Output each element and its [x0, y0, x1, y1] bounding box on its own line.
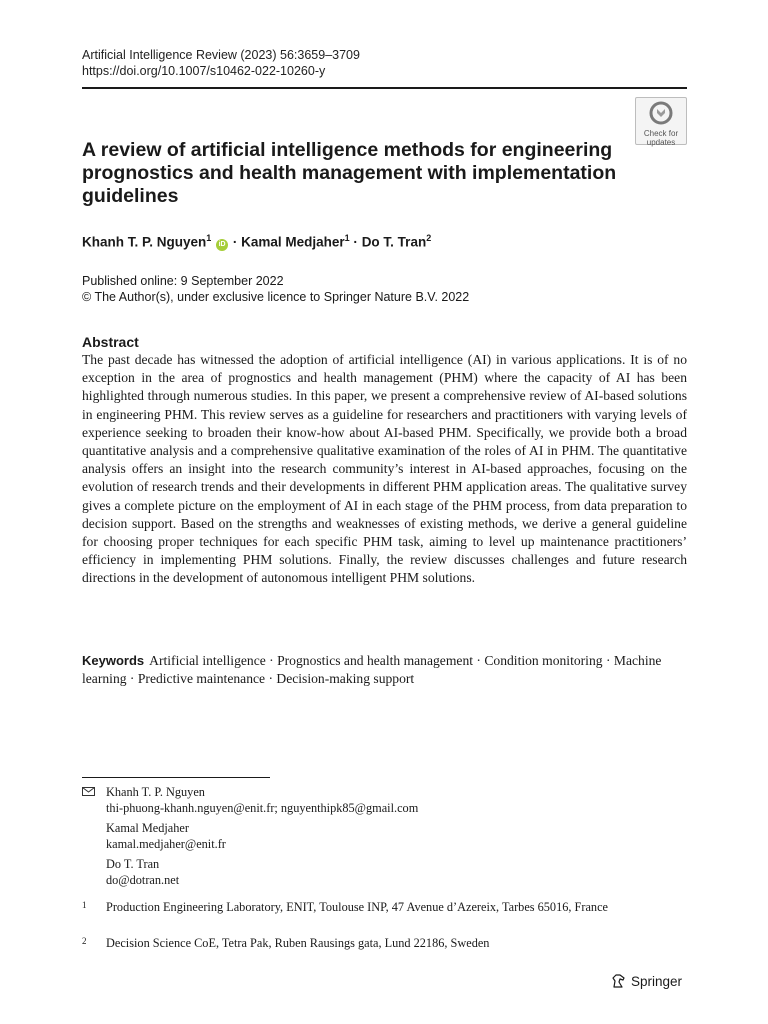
contact-email[interactable]: do@dotran.net — [106, 872, 180, 887]
author-separator: · — [232, 234, 238, 250]
envelope-icon — [82, 787, 95, 796]
badge-line-2: updates — [646, 137, 676, 147]
contact-email[interactable]: kamal.medjaher@enit.fr — [106, 836, 226, 851]
author-list — [82, 233, 431, 251]
header-rule — [82, 87, 687, 89]
author-name[interactable]: Do T. Tran — [361, 234, 427, 250]
author-affiliation-mark: 1 — [206, 233, 212, 243]
badge-line-1: Check for — [643, 129, 679, 138]
published-date: Published online: 9 September 2022 — [82, 274, 284, 288]
author-name[interactable]: Kamal Medjaher — [241, 234, 345, 250]
affiliation-number: 2 — [82, 936, 87, 946]
keywords-label: Keywords — [82, 653, 145, 668]
keywords-text: Artificial intelligence · Prognostics and health management · Condition monitoring · Machine learning · Predictive maintenance · Decision-making support — [82, 653, 662, 686]
author-name[interactable]: Khanh T. P. Nguyen — [82, 234, 207, 250]
contact-entry — [106, 857, 179, 888]
author-affiliation-mark: 2 — [426, 233, 432, 243]
publisher-logo — [611, 973, 682, 989]
contact-name: Do T. Tran — [106, 857, 160, 871]
abstract-heading: Abstract — [82, 334, 139, 350]
author-affiliation-mark: 1 — [344, 233, 350, 243]
orcid-icon[interactable]: iD — [216, 239, 228, 251]
journal-citation: Artificial Intelligence Review (2023) 56:3659–3709 — [82, 48, 360, 62]
springer-horse-icon — [611, 973, 627, 989]
affiliation-text: Production Engineering Laboratory, ENIT, Toulouse INP, 47 Avenue d’Azereix, Tarbes 65016, France — [106, 900, 608, 914]
keywords — [82, 652, 687, 688]
contact-entry — [106, 821, 226, 852]
check-for-updates-icon — [649, 101, 673, 125]
contact-name: Kamal Medjaher — [106, 821, 189, 835]
check-for-updates-badge[interactable] — [635, 97, 687, 145]
paper-title: A review of artificial intelligence methods for engineering prognostics and health management with implementation guidelines — [82, 139, 617, 207]
doi-link[interactable]: https://doi.org/10.1007/s10462-022-10260-y — [82, 64, 326, 78]
journal-header — [82, 47, 360, 79]
contact-email[interactable]: thi-phuong-khanh.nguyen@enit.fr; nguyenthipk85@gmail.com — [106, 800, 419, 815]
publisher-name: Springer — [631, 974, 683, 989]
contact-name: Khanh T. P. Nguyen — [106, 785, 205, 799]
publication-info — [82, 273, 469, 305]
affiliation-text: Decision Science CoE, Tetra Pak, Ruben Rausings gata, Lund 22186, Sweden — [106, 936, 490, 950]
affiliation-number: 1 — [82, 900, 87, 910]
abstract-text: The past decade has witnessed the adoption of artificial intelligence (AI) in various applications. It is of no exception in the area of prognostics and health management (PHM) where the capacity of AI has been highlighted through numerous studies. In this paper, we present a comprehensive review of AI-based solutions in engineering PHM. This review serves as a guideline for researchers and practitioners with varying levels of experience seeking to broaden their know-how about AI-based PHM. Specifically, we provide both a broad quantitative analysis and a comprehensive qualitative examination of the roles of AI in PHM. The quantitative analysis offers an insight into the research community’s interest in AI-based approaches, focusing on the evolution of research trends and their developments in different PHM application areas. The qualitative survey gives a complete picture on the employment of AI in each stage of the PHM process, from data preparation to decision support. Based on the strengths and weaknesses of existing methods, we derive a general guideline for choosing proper techniques for each specific PHM task, aiming to level up maintenance practitioners’ efficiency in implementing PHM solutions. Finally, the review discusses challenges and future research directions in the development of autonomous intelligent PHM solutions. — [82, 352, 687, 586]
footnote-rule — [82, 777, 270, 778]
author-separator: · — [353, 234, 358, 250]
copyright-notice: © The Author(s), under exclusive licence to Springer Nature B.V. 2022 — [82, 290, 470, 304]
contact-entry — [106, 785, 418, 816]
